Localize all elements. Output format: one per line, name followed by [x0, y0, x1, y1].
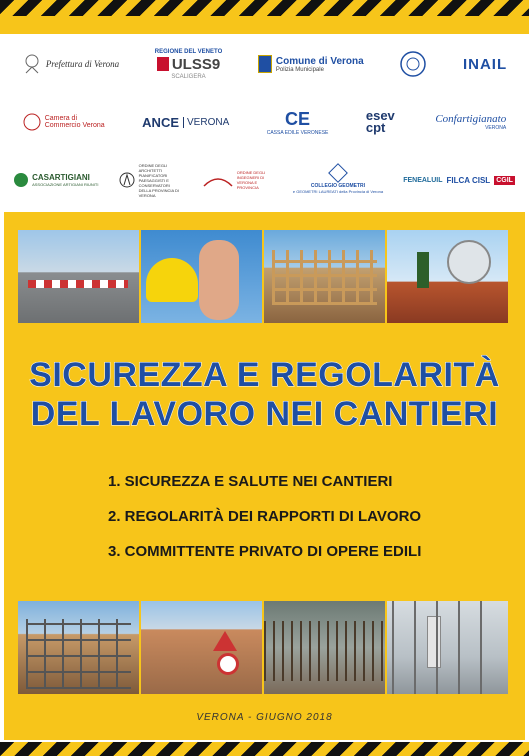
seal-icon — [399, 50, 427, 78]
logo-row-3 — [4, 154, 525, 206]
logo-camera-commercio: Camera di Commercio Verona — [23, 113, 105, 131]
hazard-stripe-bottom — [0, 742, 529, 756]
photo-worker-scaffold — [387, 601, 508, 694]
yellow-band-top — [0, 16, 529, 34]
emblem-icon — [22, 53, 42, 75]
logo-row-2 — [4, 96, 525, 148]
logo-sindacati: FENEALUIL FILCA CISL CGIL — [403, 175, 513, 185]
emblem-icon — [23, 113, 41, 131]
photo-strip-top — [18, 230, 508, 323]
logo-row-1 — [4, 38, 525, 90]
logo-confartigianato: Confartigianato VERONA — [435, 113, 507, 131]
yellow-content-area — [4, 212, 525, 740]
footer-date: VERONA - GIUGNO 2018 — [196, 712, 333, 723]
photo-street-signs — [141, 601, 262, 694]
logo-prefettura — [22, 53, 119, 75]
list-item: 1. SICUREZZA E SALUTE NEI CANTIERI — [108, 473, 393, 490]
logo-esev: esev cpt — [365, 108, 395, 135]
logo-casartigiani: CASARTIGIANI ASSOCIAZIONE ARTIGIANI RIUNITI — [14, 173, 98, 187]
logo-cassa-edile: CE CASSA EDILE VERONESE — [266, 108, 329, 136]
crest-icon — [258, 55, 272, 73]
diamond-icon — [328, 163, 348, 183]
logo-ance: ANCE VERONA — [142, 114, 230, 130]
photo-strip-bottom — [18, 601, 508, 694]
bridge-icon — [203, 172, 233, 188]
main-title-line-1: SICUREZZA E REGOLARITÀ — [29, 356, 500, 394]
compass-icon — [119, 171, 135, 189]
photo-rebar — [264, 601, 385, 694]
logo-ingegneri: ORDINE DEGLI INGEGNERI DI VERONA E PROVINCIA — [203, 170, 273, 190]
list-item: 3. COMMITTENTE PRIVATO DI OPERE EDILI — [108, 543, 422, 560]
topic-list — [108, 464, 421, 569]
logo-comune: Comune di Verona Polizia Municipale — [258, 55, 364, 73]
logos-panel — [4, 34, 525, 210]
photo-hard-hat — [141, 230, 262, 323]
logo-inail: INAIL — [462, 55, 508, 73]
photo-roof-worker — [387, 230, 508, 323]
main-title-line-2: DEL LAVORO NEI CANTIERI — [30, 395, 499, 433]
logo-text: Prefettura di Verona — [45, 59, 120, 69]
logo-geometri: COLLEGIO GEOMETRI e GEOMETRI LAUREATI della Provincia di Verona — [293, 166, 383, 194]
shield-icon — [157, 57, 169, 71]
photo-scaffolding — [18, 601, 139, 694]
logo-seal — [399, 50, 427, 78]
hazard-stripe-top — [0, 0, 529, 16]
logo-ulss9: REGIONE DEL VENETO ULSS9 SCALIGERA — [154, 48, 223, 80]
logo-architetti: ORDINE DEGLI ARCHITETTI PIANIFICATORI PAESAGGISTI E CONSERVATORI DELLA PROVINCIA DI VERONA — [119, 163, 183, 198]
photo-road-works — [18, 230, 139, 323]
photo-building-frame — [264, 230, 385, 323]
list-item: 2. REGOLARITÀ DEI RAPPORTI DI LAVORO — [108, 508, 422, 525]
flower-icon — [14, 173, 28, 187]
